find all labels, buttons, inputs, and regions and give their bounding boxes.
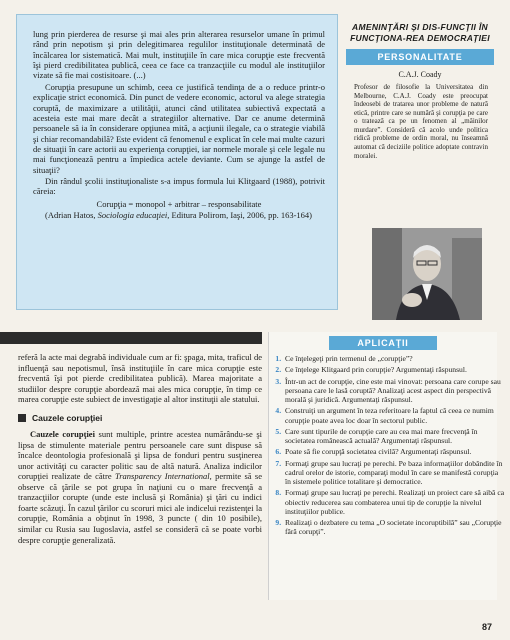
list-item: 6. Poate să fie corupţă societatea civilă? Argumentaţi răspunsul. (283, 447, 505, 456)
causes-lead: Cauzele corupţiei (30, 429, 95, 440)
main-text-column (18, 352, 262, 548)
transparency-international: Transparency International (114, 471, 210, 482)
quote-paragraph-3: Din rândul şcolii instituţionaliste s-a impus formula lui Klitgaard (1988), potrivit căreia: (33, 176, 325, 197)
list-item: 7. Formaţi grupe sau lucraţi pe perechi. Pe baza informaţiilor dobândite în cadrul orelor de istorie, comparaţi modul în care se manifestă corupţia în sistemele politice totalitare şi democratice. (283, 459, 505, 487)
portrait-image (372, 228, 482, 320)
list-item: 8. Formaţi grupe sau lucraţi pe perechi. Realizaţi un proiect care să aibă ca obiectiv reducerea sau combaterea unui tip de corupţie la nivelul instituţiilor publice. (283, 488, 505, 516)
applications-box (268, 332, 505, 600)
list-item: 2. Ce înţelege Klitgaard prin corupţie? Argumentaţi răspunsul. (283, 365, 505, 374)
list-item: 4. Construiţi un argument în teza referitoare la faptul că ceea ce numim corupţie poate avea loc doar în sectorul public. (283, 406, 505, 425)
quote-citation (33, 210, 325, 220)
personality-bio: Profesor de filosofie la Universitatea din Melbourne, C.A.J. Coady este preocupat îndeosebi de tratarea unor probleme de natură etică, printre care se numără şi corupţia pe care o tratează ca pe un fenomen al „mâinilor murdare”. Consideră că acolo unde politica ridică probleme de ordin moral, nu înseamnă automat că deciziile politice adoptate contravin moralei. (354, 83, 488, 160)
body-paragraph-2 (18, 429, 262, 545)
chapter-title: AMENINŢĂRI ŞI DIS-FUNCŢII ÎN FUNCŢIONA-REA DEMOCRAŢIEI (350, 22, 490, 43)
section-divider-bar (0, 332, 262, 344)
list-item: 3. Într-un act de corupţie, cine este mai vinovat: persoana care corupe sau persoana care le lasă coruptă? Analizaţi acest aspect din perspectivă morală şi juridică. Argumentaţi răspunsul. (283, 377, 505, 405)
portrait-photo (372, 228, 482, 320)
sidebar (346, 14, 494, 314)
section-heading (18, 413, 262, 424)
quote-box (16, 14, 338, 310)
list-item: 1. Ce înţelegeţi prin termenul de „corupţie”? (283, 354, 505, 363)
personality-band: PERSONALITATE (346, 49, 494, 65)
list-item: 9. Realizaţi o dezbatere cu tema „O societate incoruptibilă” sau „Corupţie fără corupţi”. (283, 518, 505, 537)
klitgaard-formula: Corupţia = monopol + arbitrar – responsabilitate (96, 198, 262, 209)
page-number: 87 (481, 622, 492, 632)
personality-name: C.A.J. Coady (398, 70, 442, 80)
quote-paragraph-2: Corupţia presupune un schimb, ceea ce justifică tendinţa de a o reduce printr-o explicaţie strict economică. Din punct de vedere economic, actorul va alege strategia coruptă, de maximizare a utilităţii, atunci când utilitatea subiectivă expectată a acesteia este mai mare decât a strategiilor alternative. Dar ce anume determină persoanele să ia în considerare opţiunea mită, a acţiunii ilegale, ca o strategie viabilă şi chiar recomandabilă? Este evident că fenomenul e explicat în cele mai multe cazuri de situaţii în care actorii au experienţa corupţiei, iar normele morale şi cele legale nu mai funcţionează pentru a împiedica actele deviante. Cum se ajunge la astfel de situaţii? (33, 81, 325, 175)
citation-prefix: (Adrian Hatos, (45, 210, 98, 221)
body-paragraph-1: referă la acte mai degrabă individuale cum ar fi: şpaga, mita, traficul de influenţă sau nepotismul, însă instituţiile în care mica corupţie este frecventă îşi pot pierde credibilitatea publică). Marea majoritate a studiilor despre corupţie abordează mai ales mica corupţie, în timp ce marea corupţie este subiect de investigaţie al altor instituţii ale statului. (18, 352, 262, 405)
section-heading-text: Cauzele corupţiei (32, 412, 103, 423)
square-bullet-icon (18, 414, 26, 422)
citation-title: Sociologia educaţiei (97, 210, 168, 221)
applications-list (271, 354, 505, 539)
causes-text-end: , permite să se observe că ţările se pot grupa în naţiuni cu o mare frecvenţă a tranzacţiilor corupte (unde este inclusă şi România) şi ţări cu indici foarte scăzuţi. În cazul ţărilor cu scoruri mici ale indicelui rezistenţei la corupţie, România a obţinut în 1998, 3 puncte ( din 10 posibile), similar cu Rusia sau Iugoslavia, astfel se consideră că se poate vorbi despre corupţie generalizată. (18, 471, 262, 545)
quote-paragraph-1: lung prin pierderea de resurse şi mai ales prin alterarea resurselor umane în primul rând prin nepotism şi prin delegitimarea regulilor instituţionale determinată de încălcarea lor sistematică. Mai mult, instituţiile în care mica corupţie este frecventă îşi pierd credibilitatea publică, ceea ce face ca tranzacţiile cu modul ale instituţiilor vizate să fie mai costisitoare. (...) (33, 29, 325, 81)
citation-suffix: , Editura Polirom, Iaşi, 2006, pp. 163-164) (167, 210, 313, 221)
list-item: 5. Care sunt tipurile de corupţie care au cea mai mare frecvenţă în societatea românească actuală? Argumentaţi răspunsul. (283, 427, 505, 446)
applications-band: APLICAŢII (329, 336, 437, 350)
causes-text: sunt multiple, printre acestea numărându-se şi lipsa de stimulente materiale pentru persoanele care sunt dispuse să încalce deontologia profesională şi lipsa de fonduri pentru susţinerea unor activităţi cu caracter politic sau de altă natură. Analiza indicilor corupţiei realizate de către (18, 429, 263, 482)
